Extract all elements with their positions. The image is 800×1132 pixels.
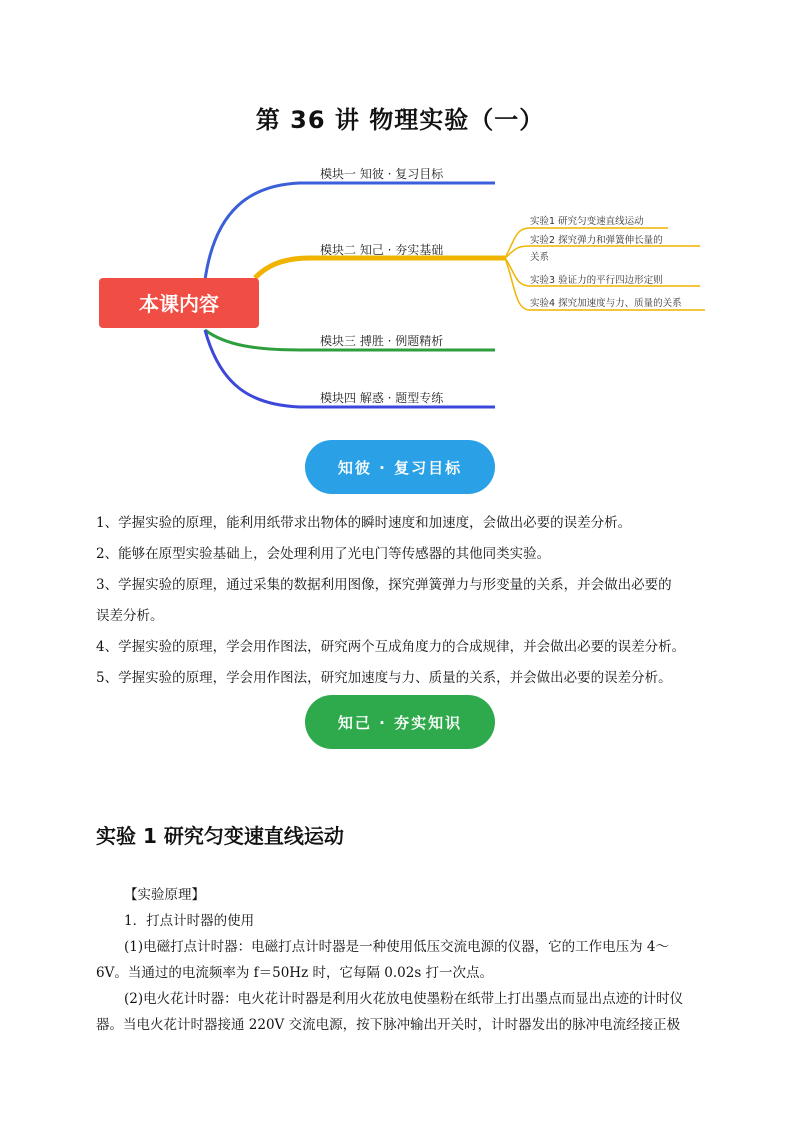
branch-label-1: 模块一 知彼 · 复习目标 — [320, 167, 444, 181]
objectives-list — [96, 508, 706, 694]
objective-item: 1、学握实验的原理，能利用纸带求出物体的瞬时速度和加速度，会做出必要的误差分析。 — [96, 515, 632, 531]
item-heading: 1．打点计时器的使用 — [124, 913, 255, 929]
sub-item-2: 实验2 探究弹力和弹簧伸长量的 — [530, 235, 663, 246]
objective-item: 5、学握实验的原理，学会用作图法，研究加速度与力、质量的关系，并会做出必要的误差分析。 — [96, 670, 672, 686]
sub-item-3: 实验3 验证力的平行四边形定则 — [530, 275, 663, 286]
branch-label-4: 模块四 解惑 · 题型专练 — [320, 391, 444, 405]
mindmap-root-label: 本课内容 — [139, 292, 219, 316]
branch-line-2 — [255, 258, 505, 278]
sub-item-4: 实验4 探究加速度与力、质量的关系 — [530, 298, 682, 309]
objective-item: 3、学握实验的原理，通过采集的数据利用图像，探究弹簧弹力与形变量的关系，并会做出必要的 — [96, 577, 672, 593]
objective-item-cont: 误差分析。 — [96, 608, 164, 624]
sub-item-1: 实验1 研究匀变速直线运动 — [530, 216, 644, 227]
branch-label-2: 模块二 知己 · 夯实基础 — [320, 243, 444, 257]
mind-map — [0, 150, 800, 430]
branch-label-3: 模块三 搏胜 · 例题精析 — [320, 334, 444, 348]
page-title: 第 36 讲 物理实验（一） — [255, 106, 545, 134]
objective-item: 2、能够在原型实验基础上，会处理利用了光电门等传感器的其他同类实验。 — [96, 546, 551, 562]
section-heading: 实验 1 研究匀变速直线运动 — [96, 824, 344, 848]
paragraph: (1)电磁打点计时器：电磁打点计时器是一种使用低压交流电源的仪器，它的工作电压为 4～ — [124, 939, 670, 955]
principle-label: 【实验原理】 — [124, 887, 205, 903]
sub-item-2b: 关系 — [530, 252, 550, 263]
paragraph: (2)电火花计时器：电火花计时器是利用火花放电使墨粉在纸带上打出墨点而显出点迹的计时仪 — [124, 991, 684, 1007]
objectives-badge: 知彼 · 复习目标 — [305, 440, 495, 494]
foundation-badge: 知己 · 夯实知识 — [305, 695, 495, 749]
paragraph-cont: 6V。当通过的电流频率为 f＝50Hz 时，它每隔 0.02s 打一次点。 — [96, 965, 494, 981]
paragraph-cont: 器。当电火花计时器接通 220V 交流电源，按下脉冲输出开关时，计时器发出的脉冲电流经接正极 — [96, 1017, 681, 1033]
objective-item: 4、学握实验的原理，学会用作图法，研究两个互成角度力的合成规律，并会做出必要的误差分析。 — [96, 639, 686, 655]
section-body — [96, 882, 706, 1038]
branch-line-1 — [205, 183, 495, 280]
